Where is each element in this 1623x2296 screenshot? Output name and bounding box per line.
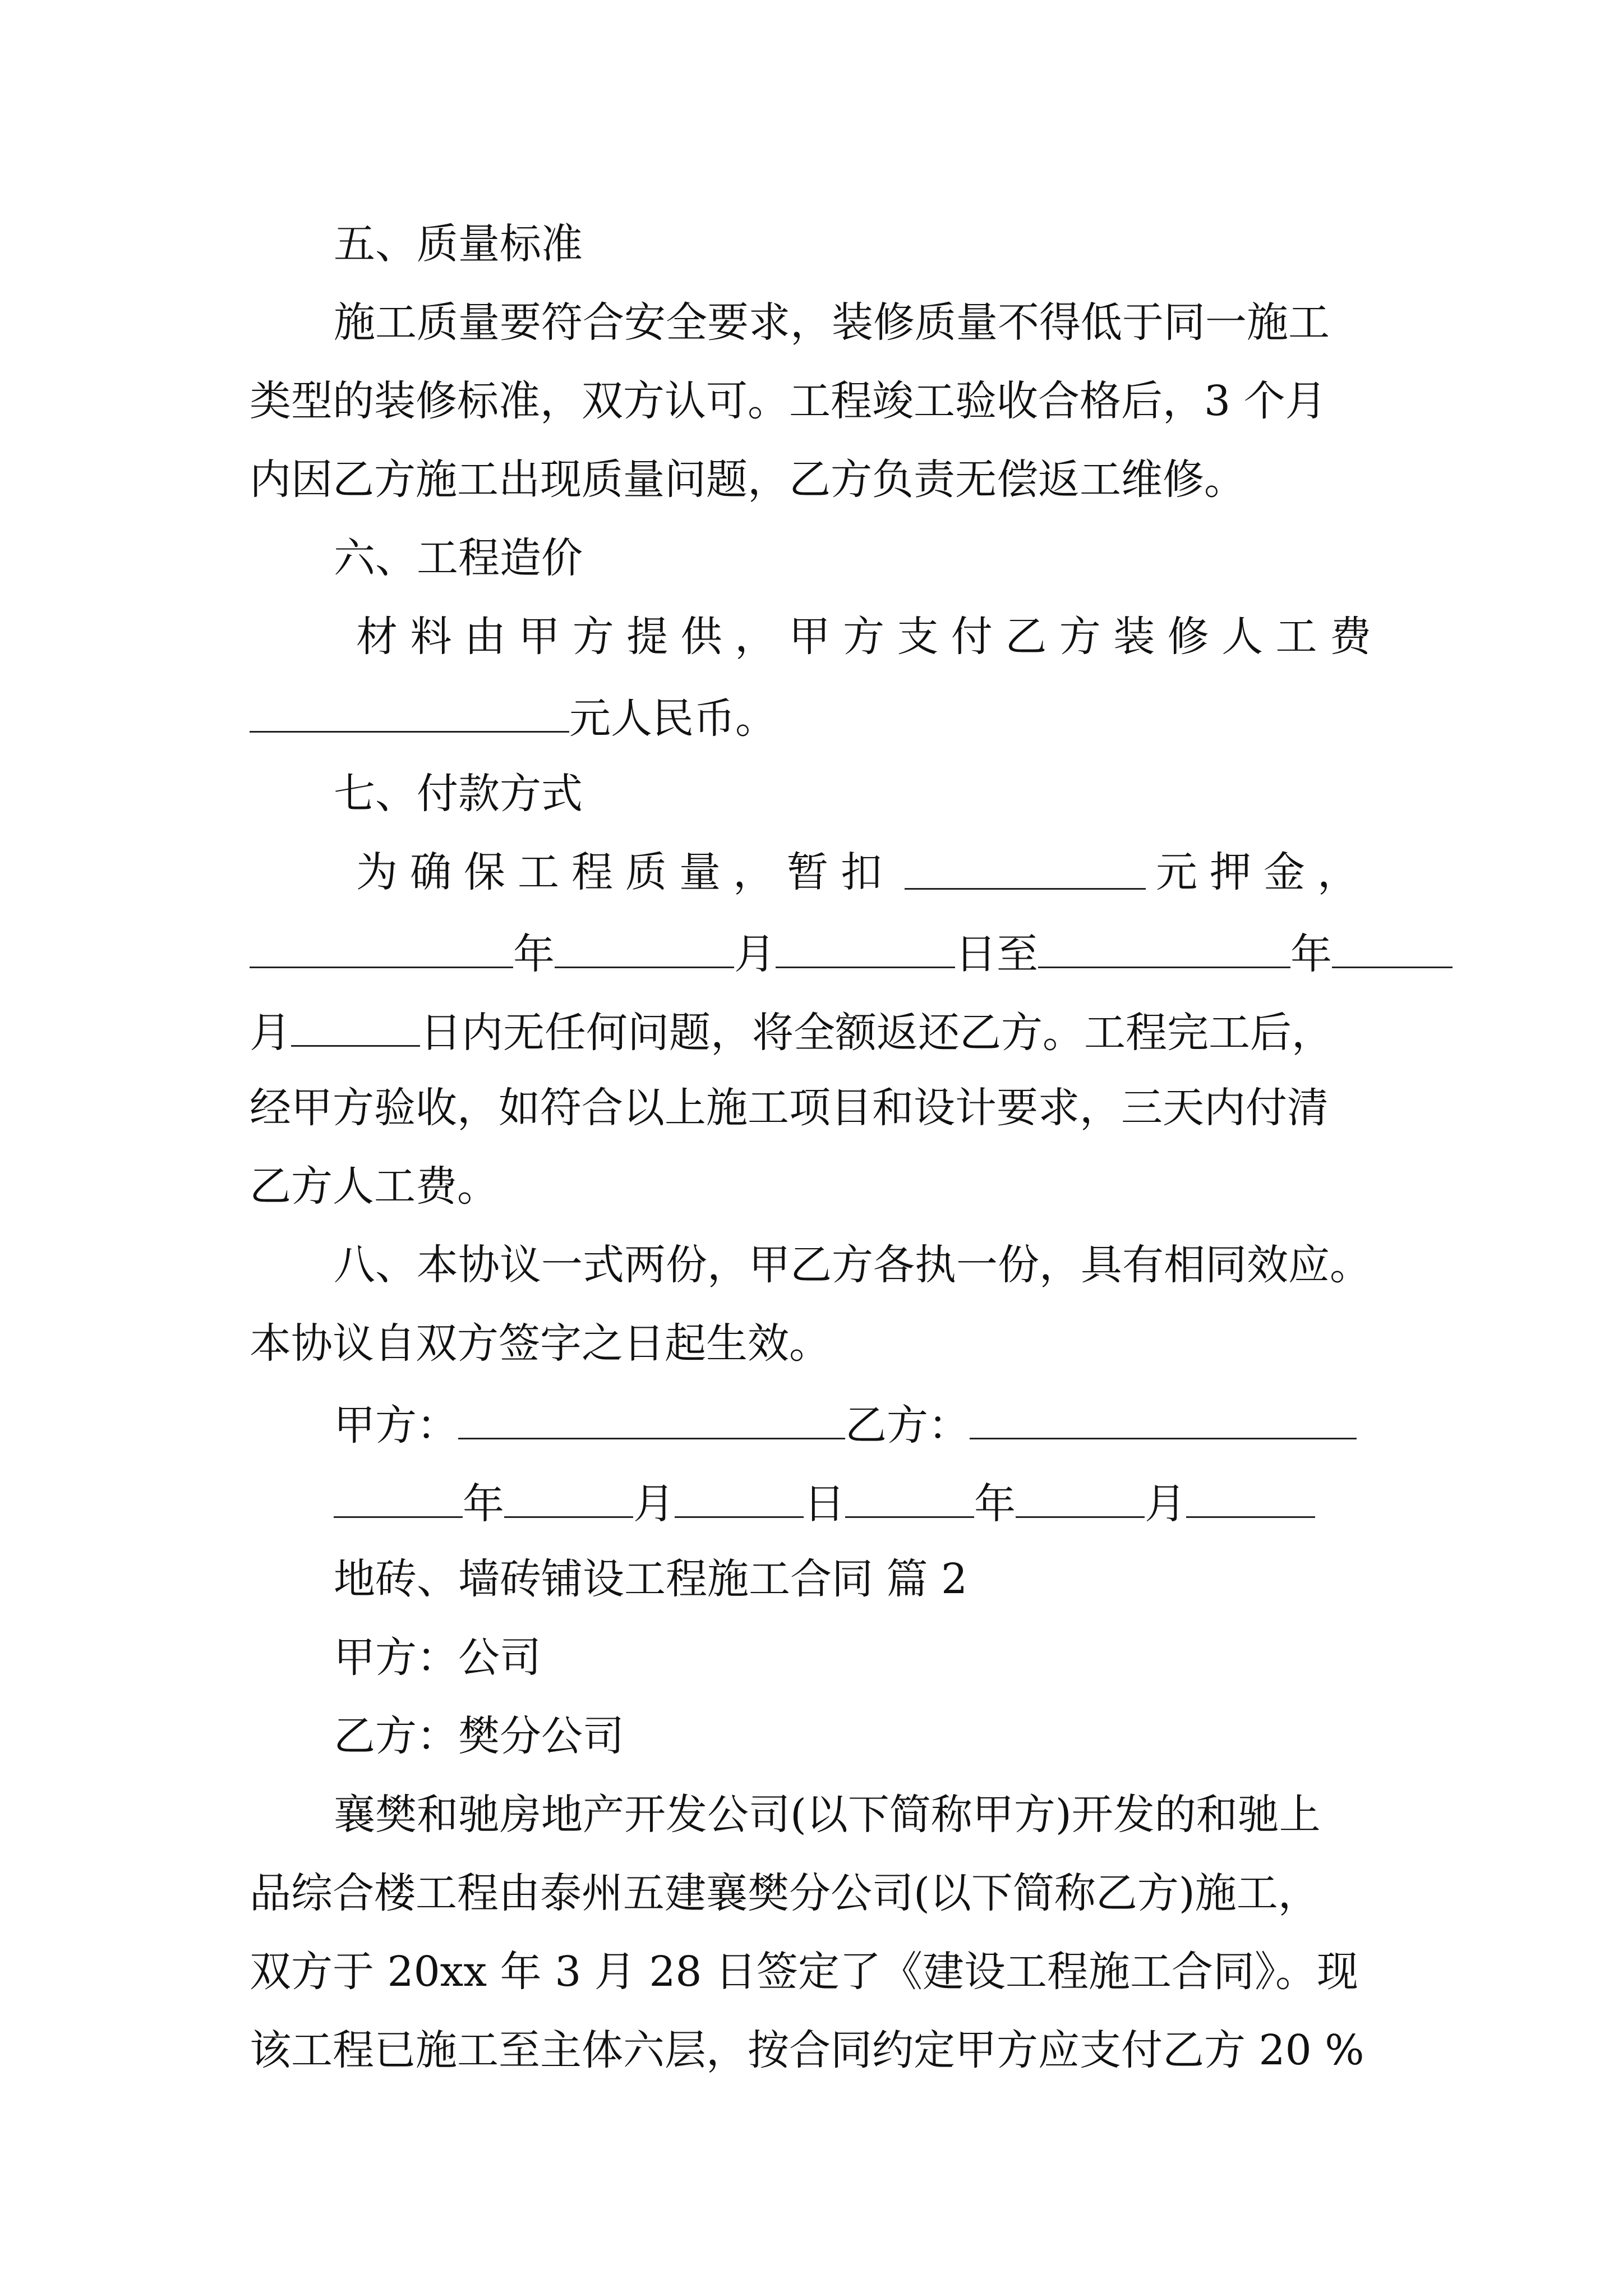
fill-blank [845, 1473, 974, 1518]
paragraph-line: 本协议自双方签字之日起生效。 [250, 1319, 831, 1368]
paragraph-line: 经甲方验收，如符合以上施工项目和设计要求，三天内付清 [250, 1084, 1329, 1132]
paragraph-line: 类型的装修标准，双方认可。工程竣工验收合格后，3 个月 [250, 377, 1327, 425]
paragraph-line: 品综合楼工程由泰州五建襄樊分公司(以下简称乙方)施工， [250, 1869, 1320, 1917]
paragraph-line [250, 923, 1394, 979]
text-fragment: 月 [250, 1009, 291, 1057]
fill-blank [1186, 1473, 1315, 1518]
paragraph-line: 施工质量要符合安全要求，装修质量不得低于同一施工 [334, 298, 1330, 347]
fill-blank [776, 923, 955, 968]
fill-blank [250, 687, 569, 733]
section-heading-payment: 七、付款方式 [334, 770, 583, 818]
text-fragment: 为确保工程质量，暂扣 [356, 848, 895, 896]
text-fragment: 日内无任何问题，将全额返还乙方。工程完工后， [420, 1009, 1333, 1057]
text-fragment: 年 [513, 930, 555, 978]
fill-blank [504, 1473, 633, 1518]
fill-blank [555, 923, 734, 968]
text-fragment: 年 [1290, 930, 1332, 978]
paragraph-line: 材料由甲方提供，甲方支付乙方装修人工费 [356, 613, 1371, 661]
party-a-label: 甲方： [334, 1401, 458, 1450]
paragraph-line: 八、本协议一式两份，甲乙方各执一份，具有相同效应。 [334, 1241, 1371, 1289]
fill-blank [905, 844, 1146, 890]
text-fragment: 月 [734, 930, 776, 978]
text-fragment: 元人民币。 [569, 694, 777, 743]
party-a-line: 甲方：公司 [334, 1634, 541, 1682]
signature-line [334, 1394, 1394, 1450]
party-b-line: 乙方：樊分公司 [334, 1712, 624, 1760]
text-fragment: 日至 [955, 930, 1038, 978]
fill-blank [1332, 923, 1453, 968]
text-fragment: 年 [974, 1480, 1016, 1528]
text-fragment: 日 [804, 1480, 845, 1528]
text-fragment: 年 [463, 1480, 504, 1528]
fill-blank [1038, 923, 1290, 968]
party-b-blank [970, 1394, 1357, 1439]
article-title: 地砖、墙砖铺设工程施工合同 篇 2 [334, 1555, 968, 1603]
paragraph-line [250, 1001, 1394, 1057]
date-line [334, 1473, 1394, 1529]
party-b-label: 乙方： [845, 1401, 970, 1450]
paragraph-line: 内因乙方施工出现质量问题，乙方负责无偿返工维修。 [250, 455, 1246, 504]
fill-blank [675, 1473, 804, 1518]
paragraph-line [356, 844, 1371, 900]
paragraph-line: 乙方人工费。 [250, 1162, 499, 1211]
fill-blank [291, 1001, 420, 1047]
text-fragment: 月 [633, 1480, 675, 1528]
section-heading-quality: 五、质量标准 [334, 220, 583, 268]
text-fragment: 月 [1145, 1480, 1186, 1528]
paragraph-line [250, 687, 1394, 743]
paragraph-line: 该工程已施工至主体六层，按合同约定甲方应支付乙方 20 % [250, 2026, 1364, 2074]
fill-blank [250, 923, 513, 968]
fill-blank [334, 1473, 463, 1518]
paragraph-line: 双方于 20xx 年 3 月 28 日签定了《建设工程施工合同》。现 [250, 1948, 1359, 1996]
section-heading-cost: 六、工程造价 [334, 534, 583, 582]
paragraph-line: 襄樊和驰房地产开发公司(以下简称甲方)开发的和驰上 [334, 1791, 1321, 1839]
text-fragment: 元押金， [1156, 848, 1371, 896]
party-a-blank [458, 1394, 845, 1439]
fill-blank [1016, 1473, 1145, 1518]
